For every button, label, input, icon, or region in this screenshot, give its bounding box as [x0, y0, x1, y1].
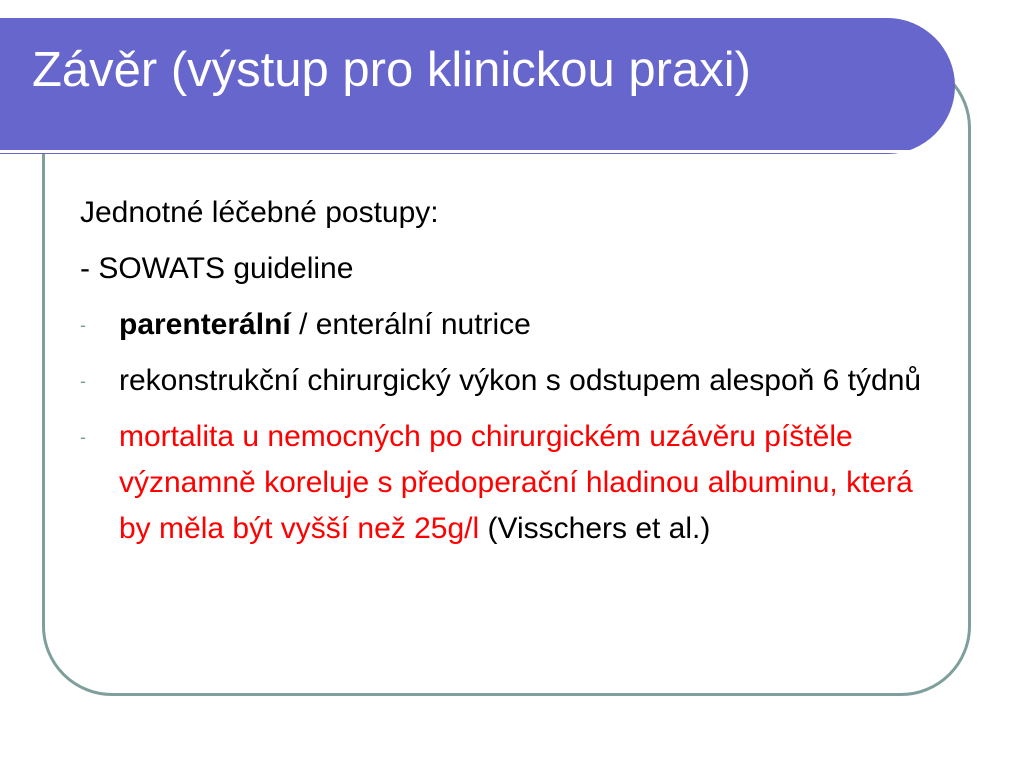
list-item-text: rekonstrukční chirurgický výkon s odstupem alespoň 6 týdnů	[119, 364, 922, 397]
slide-body	[80, 190, 930, 562]
list-item-nutrition	[80, 302, 930, 348]
item-rest: / enterální nutrice	[290, 308, 531, 341]
guideline-line: - SOWATS guideline	[80, 252, 354, 285]
title-underline	[0, 150, 934, 153]
list-item-text	[119, 414, 930, 552]
list-item-mortality	[80, 414, 930, 552]
bold-term: parenterální	[119, 308, 291, 341]
list-item-surgery	[80, 358, 930, 404]
slide-title: Závěr (výstup pro klinickou praxi)	[32, 43, 751, 97]
dash-bullet-icon: -	[80, 315, 86, 335]
dash-bullet-icon: -	[80, 371, 86, 391]
dash-bullet-icon: -	[80, 427, 86, 447]
list-item-text	[119, 302, 930, 348]
highlighted-finding: mortalita u nemocných po chirurgickém uzávěru píštěle významně koreluje s předoperační hladinou albuminu, která by měla být vyšší než 25g/l	[119, 420, 913, 545]
heading-line: Jednotné léčebné postupy:	[80, 196, 439, 229]
citation: (Visschers et al.)	[479, 512, 711, 545]
